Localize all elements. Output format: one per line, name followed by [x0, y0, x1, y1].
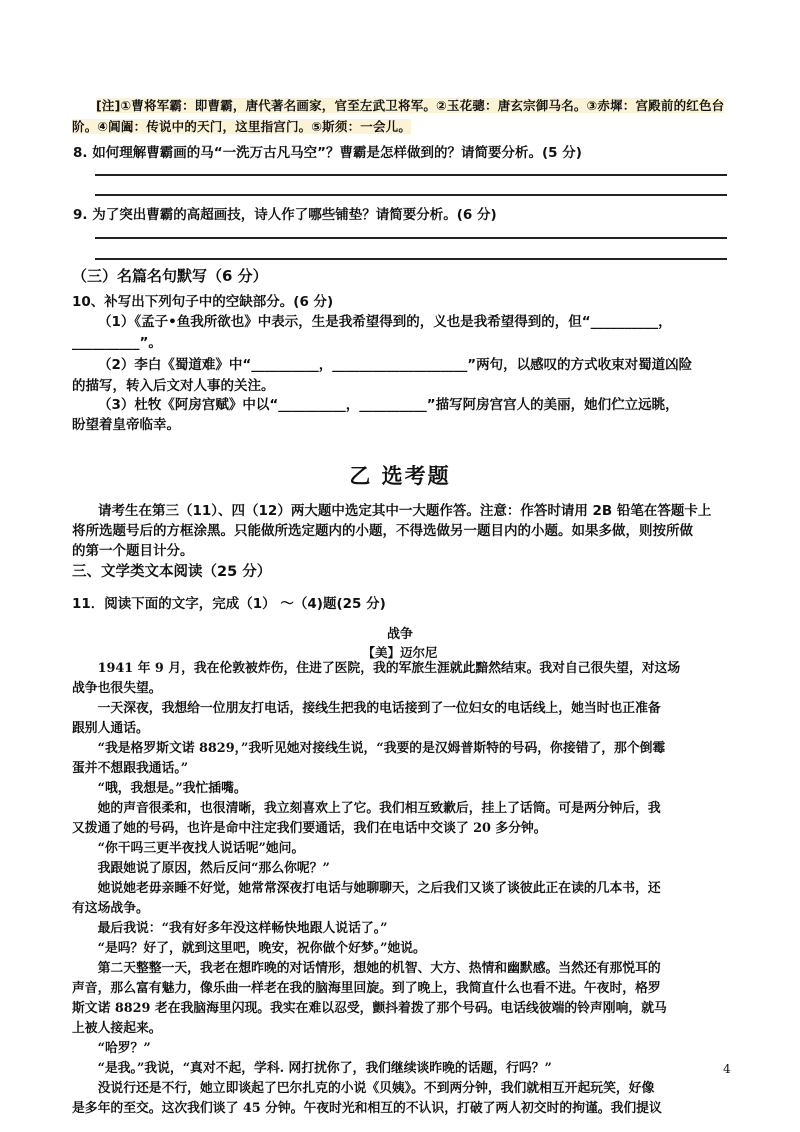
question-11: 11．阅读下面的文字，完成（1） ～（4)题(25 分) [72, 596, 386, 612]
story-line: 她说她老毋亲睡不好觉，她常常深夜打电话与她聊聊天，之后我们又谈了谈彼此正在读的几本书，还 [72, 881, 661, 896]
story-line: 最后我说：“我有好多年没这样畅快地跟人说话了。” [72, 921, 388, 936]
story-line: 第二天整整一天，我老在想昨晚的对话情形，想她的机智、大方、热情和幽默感。当然还有那悦耳的 [72, 961, 661, 976]
answer-line [95, 174, 727, 176]
story-line: “你干吗三更半夜找人说话呢”她问。 [72, 841, 305, 856]
story-line: “是吗？好了，就到这里吧，晚安，祝你做个好梦。”她说。 [72, 941, 426, 956]
story-line: 声音，那么富有魅力，像乐曲一样老在我的脑海里回旋。到了晚上，我简直什么也看不进。午夜时，格罗 [72, 981, 661, 996]
story-line: 跟别人通话。 [72, 721, 149, 736]
question-10-stem: 10、补写出下列句子中的空缺部分。(6 分) [72, 294, 334, 310]
page-number: 4 [723, 1062, 731, 1076]
story-title: 战争 [386, 627, 413, 642]
instructions-line-3: 的第一个题目计分。 [72, 543, 194, 559]
story-line: 一天深夜，我想给一位朋友打电话，接线生把我的电话接到了一位妇女的电话线上，她当时也正准备 [72, 701, 661, 716]
story-line: 没说行还是不行，她立即谈起了巴尔扎克的小说《贝姨》。不到两分钟，我们就相互开起玩笑，好像 [72, 1081, 655, 1096]
question-9: 9. 为了突出曹霸的高超画技，诗人作了哪些铺垫？请简要分析。(6 分) [73, 207, 497, 223]
story-line: 1941 年 9 月，我在伦敦被炸伤，住进了医院，我的军旅生涯就此黯然结束。我对自己很失望，对这场 [72, 661, 681, 676]
story-line: 上被人接起来。 [72, 1021, 162, 1036]
story-line: “是我。”我说，“真对不起，学科. 网打扰你了，我们继续谈昨晚的话题，行吗？” [72, 1061, 552, 1076]
question-8: 8. 如何理解曹霸画的马“一洗万古凡马空”？曹霸是怎样做到的？请简要分析。(5 分) [73, 145, 582, 161]
note-line-1: [注]①曹将军霸：即曹霸，唐代著名画家，官至左武卫将军。②玉花骢：唐玄宗御马名。③赤墀：宫殿前的红色台 [96, 98, 725, 113]
section-heading-literature: 三、文学类文本阅读（25 分） [72, 564, 272, 580]
story-line: 战争也很失望。 [72, 681, 162, 696]
question-10-item-2-cont: 的描写，转入后文对人事的关注。 [72, 378, 275, 394]
question-10-item-3: （3）杜牧《阿房宫赋》中以“__________，__________”描写阿房宫宫人的美丽，她们伫立远眺， [98, 397, 679, 413]
story-line: 有这场战争。 [72, 901, 149, 916]
story-body [72, 659, 680, 1119]
instructions-line-1: 请考生在第三（11）、四（12）两大题中选定其中一大题作答。注意：作答时请用 2B 铅笔在答题卡上 [98, 503, 712, 519]
note-line-2: 阶。④阊阖：传说中的天门，这里指宫门。⑤斯须：一会儿。 [72, 119, 412, 134]
story-line: “哦，我想是。”我忙插嘴。 [72, 781, 247, 796]
story-line: 斯文诺 8829 老在我脑海里闪现。我实在难以忍受，颤抖着拨了那个号码。电话线彼端的铃声刚响，就马 [72, 1001, 667, 1016]
answer-line [95, 194, 727, 196]
story-line: 是多年的至交。这次我们谈了 45 分钟。午夜时光和相互的不认识，打破了两人初交时的拘谨。我们提议 [72, 1101, 662, 1116]
question-10-item-3-cont: 盼望着皇帝临幸。 [72, 417, 180, 433]
story-line: 又拨通了她的号码，也许是命中注定我们要通话，我们在电话中交谈了 20 多分钟。 [72, 821, 547, 836]
part-b-title: 乙 选考题 [349, 464, 451, 488]
answer-line [95, 258, 727, 260]
story-line: “我是格罗斯文诺 8829，”我听见她对接线生说，“我要的是汉姆普斯特的号码，你接错了，那个倒霉 [72, 741, 666, 756]
story-line: 我跟她说了原因，然后反问“那么你呢？” [72, 861, 330, 876]
section-heading-recitation: （三）名篇名句默写（6 分） [72, 267, 268, 285]
story-line: “哈罗？” [72, 1041, 151, 1056]
instructions-line-2: 将所选题号后的方框涂黑。只能做所选定题内的小题，不得选做另一题目内的小题。如果多做，则按所做 [72, 523, 693, 539]
story-line: 她的声音很柔和，也很清晰，我立刻喜欢上了它。我们相互致歉后，挂上了话筒。可是两分钟后，我 [72, 801, 661, 816]
question-10-item-1: （1）《孟子•鱼我所欲也》中表示，生是我希望得到的，义也是我希望得到的，但“__________， [98, 314, 672, 330]
question-10-item-2: （2）李白《蜀道难》中“__________，____________________”两句，以感叹的方式收束对蜀道凶险 [98, 357, 693, 373]
answer-line [95, 237, 727, 239]
question-10-item-1-cont: __________”。 [72, 335, 162, 351]
story-line: 蛋并不想跟我通话。” [72, 761, 189, 776]
story-author: 【美】迈尔尼 [362, 645, 438, 660]
